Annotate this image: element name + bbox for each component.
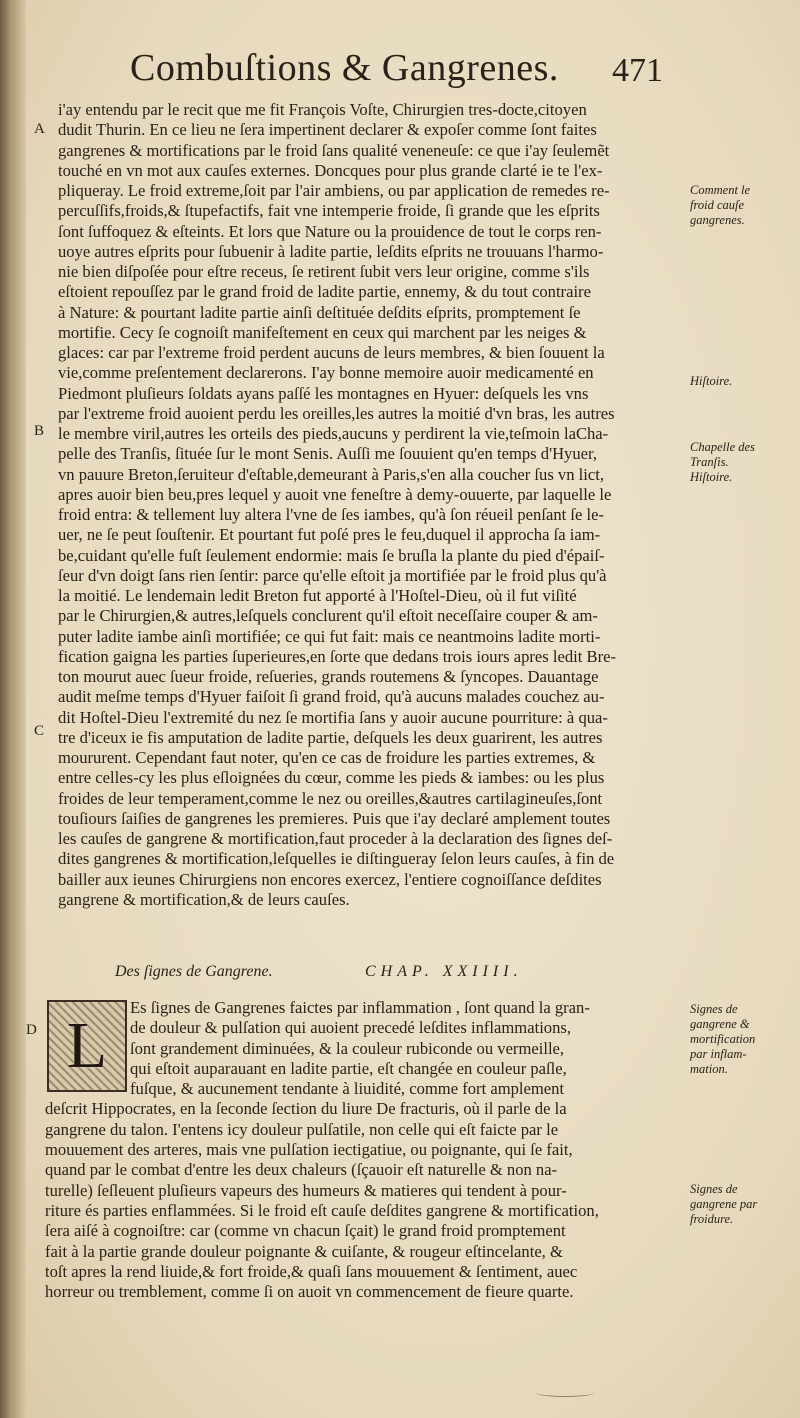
- text-line: touſiours ſaiſies de gangrenes les premieres. Puis que i'ay declaré amplement toutes: [58, 808, 611, 828]
- text-line: nie bien diſpoſée pour eſtre receus, ſe retirent ſubit vers leur origine, comme s'ils: [58, 262, 590, 281]
- text-line: pelle des Tranſis, ſituée ſur le mont Senis. Auſſi me ſouuient qu'en temps d'Hyuer,: [58, 444, 598, 464]
- text-line: par le Chirurgien,& autres,leſquels conclurent qu'il eſtoit neceſſaire couper & am-: [58, 606, 598, 626]
- text-line: dudit Thurin. En ce lieu ne ſera impertinent declarer & expoſer comme ſont faites: [58, 120, 597, 140]
- sidenote-chapelle: Chapelle des Tranſis. Hiſtoire.: [690, 440, 755, 484]
- sidenote-signes-froidure: Signes de gangrene par froidure.: [690, 1182, 758, 1226]
- text-line: horreur ou tremblement, comme ſi on auoit vn commencement de fieure quarte.: [45, 1282, 574, 1302]
- text-line: ſont ſuffoquez & eſteints. Et lors que Nature ou la prouidence de tout le corps ren-: [58, 221, 602, 241]
- text-line: dites gangrenes & mortification,leſquelles ie diſtingueray ſelon leurs cauſes, à fin de: [58, 849, 615, 869]
- text-line: toſt apres la rend liuide,& fort froide,& quaſi ſans mouuement & ſentiment, auec: [45, 1261, 578, 1281]
- text-line: pliqueray. Le froid extreme,ſoit par l'air ambiens, ou par application de remedes re-: [58, 181, 610, 200]
- drop-cap-letter: L: [66, 1009, 108, 1082]
- bottom-ornament: [535, 1388, 595, 1397]
- margin-letter-a: A: [34, 121, 45, 137]
- text-line: fication gaigna les parties ſuperieures,en ſorte que dedans trois iours apres ledit Bre-: [58, 646, 617, 666]
- text-line: gangrene & mortification,& de leurs cauſes.: [58, 889, 350, 909]
- chapter-subtitle: Des ſignes de Gangrene.: [115, 963, 273, 980]
- text-line: gangrenes & mortifications par le froid ſans qualité veneneuſe: ce que i'ay ſeulemẽt: [58, 140, 610, 160]
- text-line: vn pauure Breton,ſeruiteur d'eſtable,demeurant à Paris,s'en alla coucher ſus vn lict,: [58, 464, 605, 484]
- text-line: mouuement des arteres, mais vne pulſation iectigatiue, ou poignante, qui ſe fait,: [45, 1140, 573, 1160]
- text-line: qui eſtoit auparauant en ladite partie, eſt changée en couleur paſle,: [130, 1058, 567, 1078]
- text-line: riture és parties enflammées. Si le froid eſt cauſe deſdites gangrene & mortification,: [45, 1200, 599, 1220]
- sidenote-signes-inflammation: Signes de gangrene & mortification par inflam- mation.: [690, 1002, 756, 1076]
- text-line: puter ladite iambe ainſi mortifiée; ce qui fut fait: mais ce neantmoins ladite morti-: [58, 626, 601, 646]
- text-line: apres auoir bien beu,pres lequel y auoit vne feneſtre à demy-ouuerte, par laquelle le: [58, 484, 612, 504]
- text-line: Es ſignes de Gangrenes faictes par inflammation , ſont quand la gran-: [130, 998, 590, 1017]
- text-line: les cauſes de gangrene & mortification,faut proceder à la declaration des ſignes deſ-: [58, 829, 613, 848]
- text-line: turelle) ſeſleuent pluſieurs vapeurs des humeurs & matieres qui tendent à pour-: [45, 1180, 567, 1200]
- text-line: audit meſme temps d'Hyuer faiſoit ſi grand froid, qu'à aucuns malades couchez au-: [58, 687, 605, 707]
- text-line: i'ay entendu par le recit que me fit François Voſte, Chirurgien tres-docte,citoyen: [58, 100, 587, 119]
- text-line: gangrene du talon. I'entens icy douleur pulſatile, non celle qui eſt faicte par le: [45, 1119, 559, 1139]
- text-line: froid entra: & tellement luy altera l'vne de ſes iambes, qu'à ſon réueil penſant ſe le-: [58, 505, 604, 524]
- main-body-text: [58, 100, 683, 910]
- text-line: moururent. Cependant faut noter, qu'en ce cas de froidure les parties extremes, &: [58, 748, 596, 767]
- text-line: deſcrit Hippocrates, en la ſeconde ſection du liure De fracturis, où il parle de la: [45, 1099, 567, 1119]
- text-line: vie,comme preſentement declarerons. I'ay bonne memoire auoir medicamenté en: [58, 363, 594, 383]
- binding-gutter: [0, 0, 26, 1418]
- text-line: mortifie. Cecy ſe cognoiſt manifeſtement en ceux qui marchent par les neiges &: [58, 322, 587, 342]
- text-line: dit Hoſtel-Dieu l'extremité du nez ſe mortifia ſans y auoir aucune pourriture: à qua-: [58, 707, 608, 727]
- text-line: glaces: car par l'extreme froid perdent aucuns de leurs membres, & bien ſouuent la: [58, 343, 605, 362]
- margin-letter-c: C: [34, 723, 45, 739]
- page-number: 471: [612, 52, 663, 89]
- text-line: par l'extreme froid auoient perdu les oreilles,les autres la moitié d'vn bras, les autres: [58, 403, 615, 423]
- text-line: Piedmont pluſieurs ſoldats ayans paſſé les montagnes en Hyuer: deſquels les vns: [58, 383, 589, 403]
- sidenote-froid: Comment le froid cauſe gangrenes.: [690, 183, 751, 227]
- text-line: le membre viril,autres les orteils des pieds,aucuns y perdirent la vie,teſmoin laCha-: [58, 424, 609, 443]
- text-line: de douleur & pulſation qui auoient precedé leſdites inflammations,: [130, 1018, 571, 1038]
- text-line: percuſſifs,froids,& ſtupefactifs, fait vne intemperie froide, ſi grande que les eſprits: [58, 201, 600, 221]
- text-line: à Nature: & pourtant ladite partie ainſi deſtituée deſdits eſprits, promptement ſe: [58, 302, 581, 322]
- text-line: bailler aux ieunes Chirurgiens non encores exercez, l'entiere cognoiſſance deſdites: [58, 869, 602, 889]
- text-line: quand par le combat d'entre les deux chaleurs (ſçauoir eſt naturelle & non na-: [45, 1160, 558, 1180]
- running-title: Combuſtions & Gangrenes.: [130, 47, 559, 89]
- page-header: [0, 46, 800, 106]
- text-line: tre d'iceux ie fis amputation de ladite partie, deſquels les deux guarirent, les autres: [58, 727, 603, 747]
- text-line: froides de leur temperament,comme le nez ou oreilles,&autres cartilagineuſes,ſont: [58, 788, 603, 808]
- text-line: ton mourut auec ſueur froide, reſueries, grands routemens & ſyncopes. Dauantage: [58, 667, 599, 686]
- chapter-number: CHAP. XXIIII.: [365, 963, 523, 980]
- margin-letter-b: B: [34, 423, 45, 439]
- text-line: be,cuidant qu'elle fuſt ſeulement endormie: mais ſe bruſla la plante du pied d'épaiſ-: [58, 545, 605, 565]
- text-line: la moitié. Le lendemain ledit Breton fut apporté à l'Hoſtel-Dieu, où il fut viſité: [58, 586, 577, 605]
- text-line: ſeur d'vn doigt ſans rien ſentir: parce qu'elle eſtoit ja mortifiée par le froid plus qu'à: [58, 565, 607, 585]
- text-line: ſera aiſé à cognoiſtre: car (comme vn chacun ſçait) le grand froid promptement: [45, 1221, 566, 1241]
- text-line: eſtoient repouſſez par le grand froid de ladite partie, ennemy, & du tout contraire: [58, 282, 591, 302]
- text-line: uer, ne ſe peut ſouſtenir. Et pourtant fut poſé pres le feu,duquel il approcha ſa iam-: [58, 525, 601, 545]
- text-line: uoye autres eſprits pour ſubuenir à ladite partie, leſdits eſprits ne trouuans l'harmo-: [58, 241, 604, 261]
- text-line: fait à la partie grande douleur poignante & cuiſante, & rougeur eſtincelante, &: [45, 1241, 563, 1261]
- sidenote-histoire-1: Hiſtoire.: [690, 374, 733, 388]
- text-line: ſont grandement diminuées, & la couleur rubiconde ou vermeille,: [130, 1038, 565, 1058]
- margin-letter-d: D: [26, 1022, 37, 1038]
- text-line: fuſque, & aucunement tendante à liuidité, comme fort amplement: [130, 1079, 565, 1099]
- chapter-body-text: [45, 998, 685, 1302]
- text-line: entre celles-cy les plus eſloignées du cœur, comme les pieds & iambes: ou les plus: [58, 768, 605, 788]
- text-line: touché en vn mot aux cauſes externes. Doncques pour plus grande clarté ie te l'ex-: [58, 160, 603, 180]
- chapter-heading: [115, 963, 675, 981]
